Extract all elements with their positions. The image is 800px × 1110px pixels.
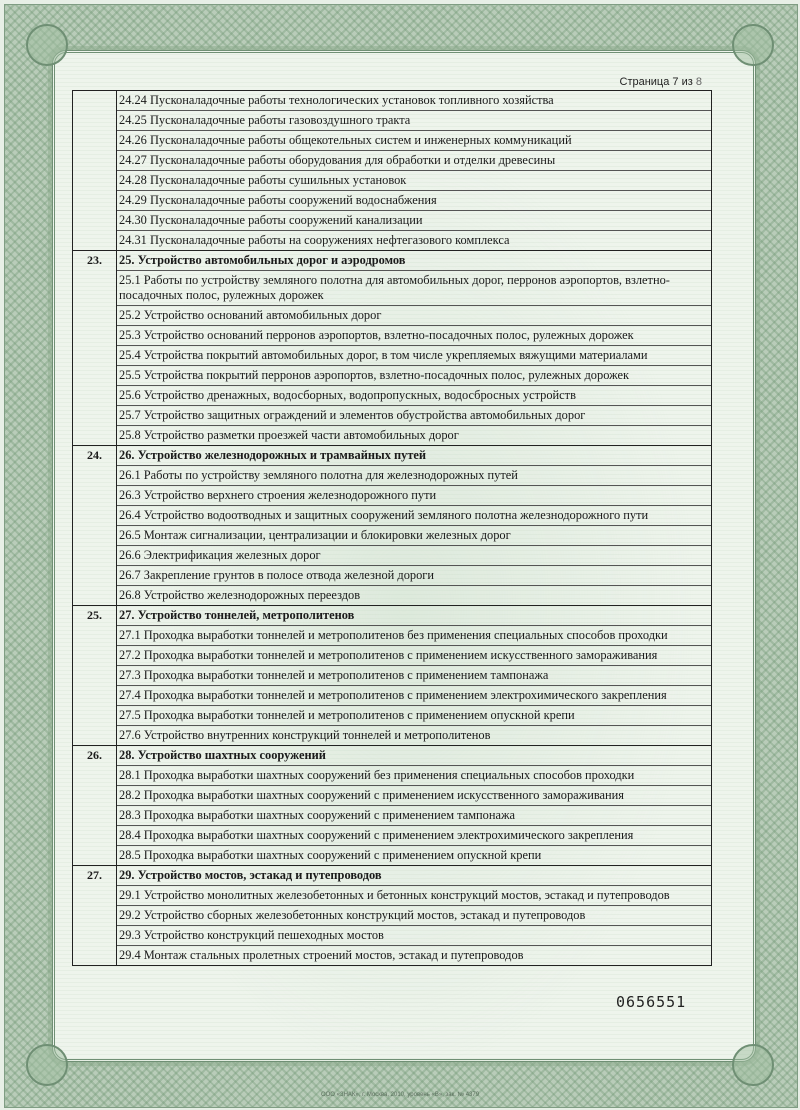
- table-row: [73, 606, 712, 746]
- row-content: [117, 606, 712, 746]
- work-item: 27.4 Проходка выработки тоннелей и метрополитенов с применением электрохимического закрепления: [117, 686, 711, 706]
- work-item: 25.8 Устройство разметки проезжей части автомобильных дорог: [119, 428, 459, 442]
- section-title: 28. Устройство шахтных сооружений: [117, 746, 711, 766]
- row-number: 23.: [73, 251, 117, 446]
- page-counter: [620, 76, 703, 88]
- work-item: 26.4 Устройство водоотводных и защитных сооружений земляного полотна железнодорожного пути: [117, 506, 711, 526]
- corner-ornament-bottom-left: [26, 1044, 68, 1086]
- work-item: 25.7 Устройство защитных ограждений и элементов обустройства автомобильных дорог: [117, 406, 711, 426]
- work-item: 26.3 Устройство верхнего строения железнодорожного пути: [117, 486, 711, 506]
- corner-ornament-top-left: [26, 24, 68, 66]
- work-item: 26.7 Закрепление грунтов в полосе отвода железной дороги: [117, 566, 711, 586]
- page-counter-total: 8: [695, 76, 702, 88]
- license-works-table: [72, 90, 712, 966]
- work-item: 27.3 Проходка выработки тоннелей и метрополитенов с применением тампонажа: [117, 666, 711, 686]
- table-body: [73, 91, 712, 966]
- row-number: 26.: [73, 746, 117, 866]
- table-row: [73, 251, 712, 446]
- row-content: [117, 446, 712, 606]
- row-number: [73, 91, 117, 251]
- page-counter-label: Страница: [619, 76, 670, 88]
- work-item: 25.1 Работы по устройству земляного полотна для автомобильных дорог, перронов аэропортов, взлетно-посадочных полос, рулежных дорожек: [117, 271, 711, 306]
- work-item: 26.5 Монтаж сигнализации, централизации и блокировки железных дорог: [117, 526, 711, 546]
- work-item: 29.1 Устройство монолитных железобетонных и бетонных конструкций мостов, эстакад и путепроводов: [117, 886, 711, 906]
- work-item: 25.3 Устройство оснований перронов аэропортов, взлетно-посадочных полос, рулежных дорожек: [117, 326, 711, 346]
- work-item: 27.5 Проходка выработки тоннелей и метрополитенов с применением опускной крепи: [117, 706, 711, 726]
- work-item: 28.5 Проходка выработки шахтных сооружений с применением опускной крепи: [119, 848, 542, 862]
- work-item: 26.8 Устройство железнодорожных переездов: [119, 588, 361, 602]
- work-item: 25.6 Устройство дренажных, водосборных, водопропускных, водосбросных устройств: [117, 386, 711, 406]
- work-item: 28.4 Проходка выработки шахтных сооружений с применением электрохимического закрепления: [117, 826, 711, 846]
- work-item: 24.25 Пусконаладочные работы газовоздушного тракта: [117, 111, 711, 131]
- page-counter-current: 7: [672, 76, 679, 88]
- serial-number: 0656551: [616, 993, 687, 1011]
- printer-imprint: ООО «ЗНАК», г. Москва, 2010, уровень «В», зак. № 4379: [320, 1092, 480, 1098]
- work-item: 25.5 Устройства покрытий перронов аэропортов, взлетно-посадочных полос, рулежных дорожек: [117, 366, 711, 386]
- work-item: 29.4 Монтаж стальных пролетных строений мостов, эстакад и путепроводов: [119, 948, 524, 962]
- row-content: [117, 251, 712, 446]
- work-item: 28.3 Проходка выработки шахтных сооружений с применением тампонажа: [117, 806, 711, 826]
- work-item: 28.2 Проходка выработки шахтных сооружений с применением искусственного замораживания: [117, 786, 711, 806]
- work-item: 24.30 Пусконаладочные работы сооружений канализации: [117, 211, 711, 231]
- row-content: [117, 91, 712, 251]
- section-title: 29. Устройство мостов, эстакад и путепроводов: [117, 866, 711, 886]
- corner-ornament-bottom-right: [732, 1044, 774, 1086]
- row-content: [117, 746, 712, 866]
- work-item: 24.26 Пусконаладочные работы общекотельных систем и инженерных коммуникаций: [117, 131, 711, 151]
- row-content: [117, 866, 712, 966]
- work-item: 25.4 Устройства покрытий автомобильных дорог, в том числе укрепляемых вяжущими материалами: [117, 346, 711, 366]
- corner-ornament-top-right: [732, 24, 774, 66]
- table-row: [73, 746, 712, 866]
- work-item: 24.24 Пусконаладочные работы технологических установок топливного хозяйства: [117, 91, 711, 111]
- row-number: 24.: [73, 446, 117, 606]
- work-item: 29.2 Устройство сборных железобетонных конструкций мостов, эстакад и путепроводов: [117, 906, 711, 926]
- work-item: 26.1 Работы по устройству земляного полотна для железнодорожных путей: [117, 466, 711, 486]
- section-title: 26. Устройство железнодорожных и трамвайных путей: [117, 446, 711, 466]
- table-row: [73, 446, 712, 606]
- work-item: 26.6 Электрификация железных дорог: [117, 546, 711, 566]
- work-item: 24.31 Пусконаладочные работы на сооружениях нефтегазового комплекса: [119, 233, 510, 247]
- work-item: 25.2 Устройство оснований автомобильных дорог: [117, 306, 711, 326]
- work-item: 27.6 Устройство внутренних конструкций тоннелей и метрополитенов: [119, 728, 491, 742]
- table-row: [73, 91, 712, 251]
- table-row: [73, 866, 712, 966]
- section-title: 25. Устройство автомобильных дорог и аэродромов: [117, 251, 711, 271]
- work-item: 24.27 Пусконаладочные работы оборудования для обработки и отделки древесины: [117, 151, 711, 171]
- work-item: 27.1 Проходка выработки тоннелей и метрополитенов без применения специальных способов проходки: [117, 626, 711, 646]
- work-item: 27.2 Проходка выработки тоннелей и метрополитенов с применением искусственного замораживания: [117, 646, 711, 666]
- row-number: 27.: [73, 866, 117, 966]
- page-counter-of: из: [681, 76, 693, 88]
- work-item: 24.28 Пусконаладочные работы сушильных установок: [117, 171, 711, 191]
- work-item: 29.3 Устройство конструкций пешеходных мостов: [117, 926, 711, 946]
- row-number: 25.: [73, 606, 117, 746]
- work-item: 28.1 Проходка выработки шахтных сооружений без применения специальных способов проходки: [117, 766, 711, 786]
- work-item: 24.29 Пусконаладочные работы сооружений водоснабжения: [117, 191, 711, 211]
- section-title: 27. Устройство тоннелей, метрополитенов: [117, 606, 711, 626]
